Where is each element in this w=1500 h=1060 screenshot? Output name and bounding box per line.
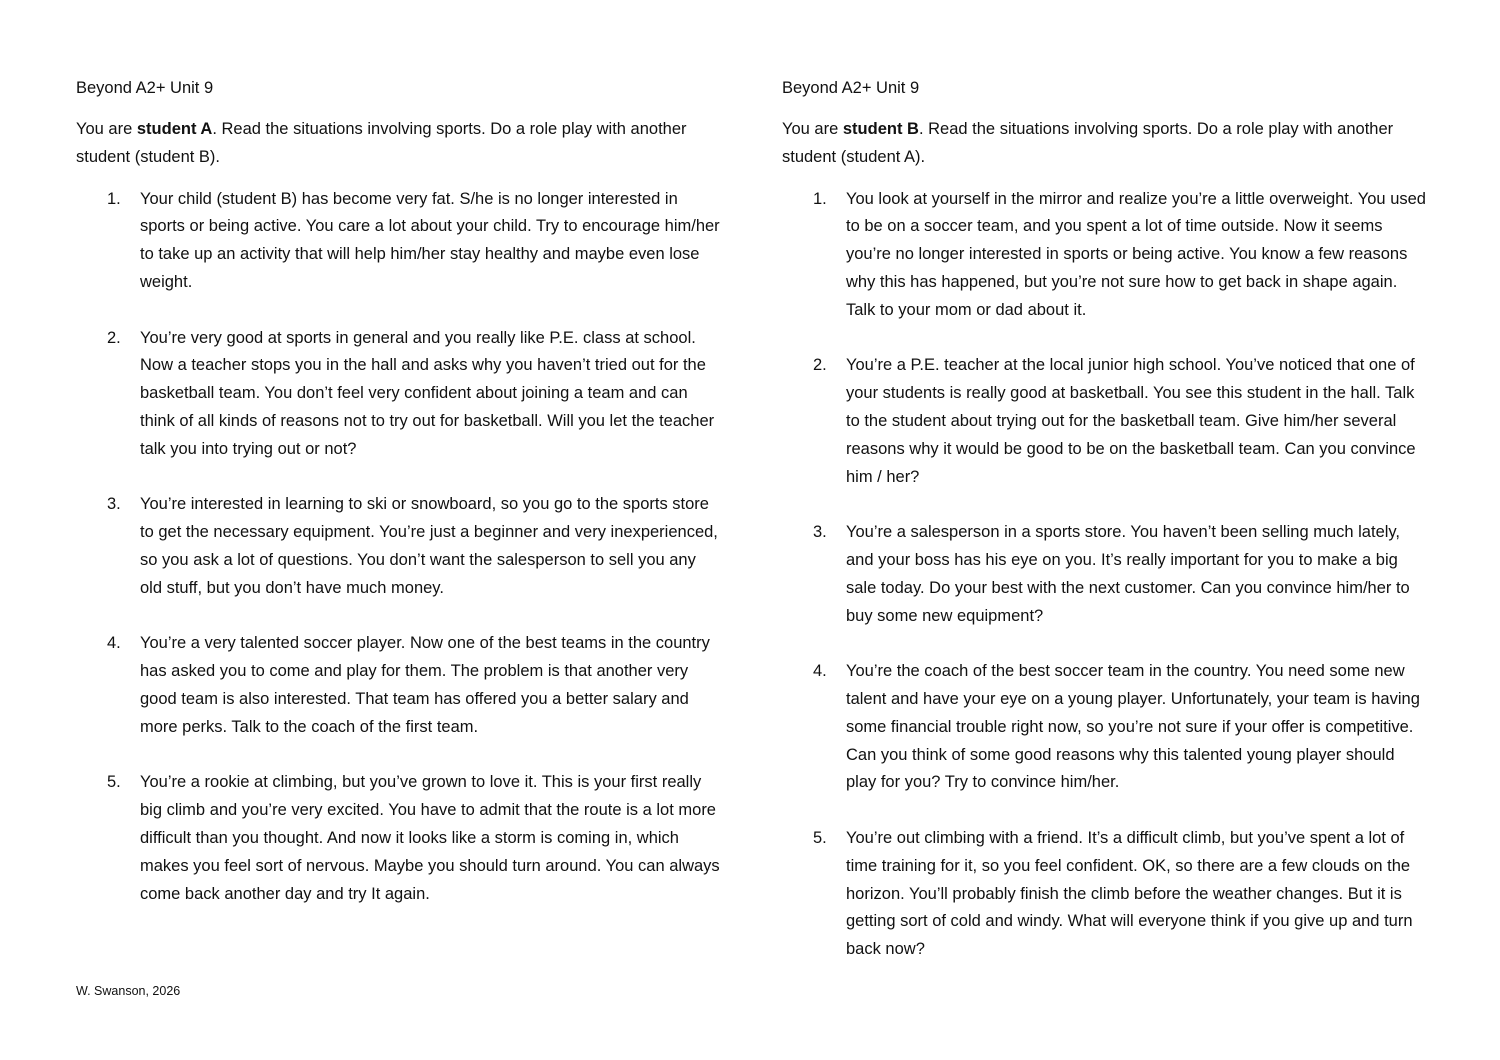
item-number: 1. [813, 189, 827, 208]
list-item [782, 186, 1426, 325]
item-number: 4. [813, 662, 827, 681]
item-number: 2. [813, 356, 827, 375]
item-text: Your child (student B) has become very fat. S/he is no longer interested in sports or being active. You care a lot about your child. Try to encourage him/her to take up an activity that will help him/her stay healthy and maybe even lose weight. [140, 189, 720, 291]
student-a-column [76, 74, 726, 936]
item-text: You’re interested in learning to ski or snowboard, so you go to the sports store to get the necessary equipment. You’re just a beginner and very inexperienced, so you ask a lot of questions. You don’t want the salesperson to sell you any old stuff, but you don’t have much money. [140, 495, 718, 597]
list-item [782, 519, 1426, 630]
item-text: You’re a P.E. teacher at the local junior high school. You’ve noticed that one of your students is really good at basketball. You see this student in the hall. Talk to the student about trying out for the basketball team. Give him/her several reasons why it would be good to be on the basketball team. Can you convince him / her? [846, 356, 1416, 486]
list-item [782, 658, 1426, 797]
item-text: You’re the coach of the best soccer team in the country. You need some new talent and have your eye on a young player. Unfortunately, your team is having some financial trouble right now, so you’re not sure if your offer is competitive. Can you think of some good reasons why this talented young player should play for you? Try to convince him/her. [846, 662, 1420, 792]
item-text: You look at yourself in the mirror and realize you’re a little overweight. You used to be on a soccer team, and you spent a lot of time outside. Now it seems you’re no longer interested in sports or being active. You know a few reasons why this has happened, but you’re not sure how to get back in shape again. Talk to your mom or dad about it. [846, 189, 1426, 319]
item-number: 3. [813, 523, 827, 542]
task-list [782, 186, 1432, 964]
list-item [76, 630, 720, 741]
item-number: 3. [107, 495, 121, 514]
intro-paragraph [782, 116, 1432, 172]
item-number: 5. [813, 828, 827, 847]
intro-paragraph [76, 116, 726, 172]
task-list [76, 186, 726, 909]
item-number: 2. [107, 328, 121, 347]
item-text: You’re a very talented soccer player. Now one of the best teams in the country has asked you to come and play for them. The problem is that another very good team is also interested. That team has offered you a better salary and more perks. Talk to the coach of the first team. [140, 634, 710, 736]
list-item [76, 186, 720, 297]
intro-role: student A [136, 120, 213, 138]
list-item [782, 825, 1426, 964]
intro-suffix: . Read the situations involving sports. Do a role play with another student (student A). [782, 120, 1394, 166]
item-number: 1. [107, 189, 121, 208]
unit-title: Beyond A2+ Unit 9 [782, 79, 920, 97]
intro-suffix: . Read the situations involving sports. Do a role play with another student (student B). [76, 120, 687, 166]
item-text: You’re out climbing with a friend. It’s a difficult climb, but you’ve spent a lot of time training for it, so you feel confident. OK, so there are a few clouds on the horizon. You’ll probably finish the climb before the weather changes. But it is getting sort of cold and windy. What will everyone think if you give up and turn back now? [846, 828, 1413, 959]
list-item [782, 352, 1426, 491]
unit-title: Beyond A2+ Unit 9 [76, 79, 214, 97]
item-number: 4. [107, 634, 121, 653]
item-number: 5. [107, 773, 121, 792]
list-item [76, 491, 720, 602]
intro-prefix: You are [782, 120, 843, 138]
list-item [76, 769, 720, 908]
item-text: You’re a rookie at climbing, but you’ve grown to love it. This is your first really big climb and you’re very excited. You have to admit that the route is a lot more difficult than you thought. And now it looks like a storm is coming in, which makes you feel sort of nervous. Maybe you should turn around. You can always come back another day and try It again. [140, 773, 720, 903]
intro-role: student B [842, 120, 919, 138]
intro-prefix: You are [76, 120, 137, 138]
list-item [76, 325, 720, 464]
footer-author: W. Swanson, 2026 [76, 984, 181, 998]
item-text: You’re a salesperson in a sports store. You haven’t been selling much lately, and your boss has his eye on you. It’s really important for you to make a big sale today. Do your best with the next customer. Can you convince him/her to buy some new equipment? [846, 523, 1410, 625]
item-text: You’re very good at sports in general and you really like P.E. class at school. Now a teacher stops you in the hall and asks why you haven’t tried out for the basketball team. You don’t feel very confident about joining a team and can think of all kinds of reasons not to try out for basketball. Will you let the teacher talk you into trying out or not? [140, 328, 715, 458]
student-b-column [782, 74, 1432, 992]
